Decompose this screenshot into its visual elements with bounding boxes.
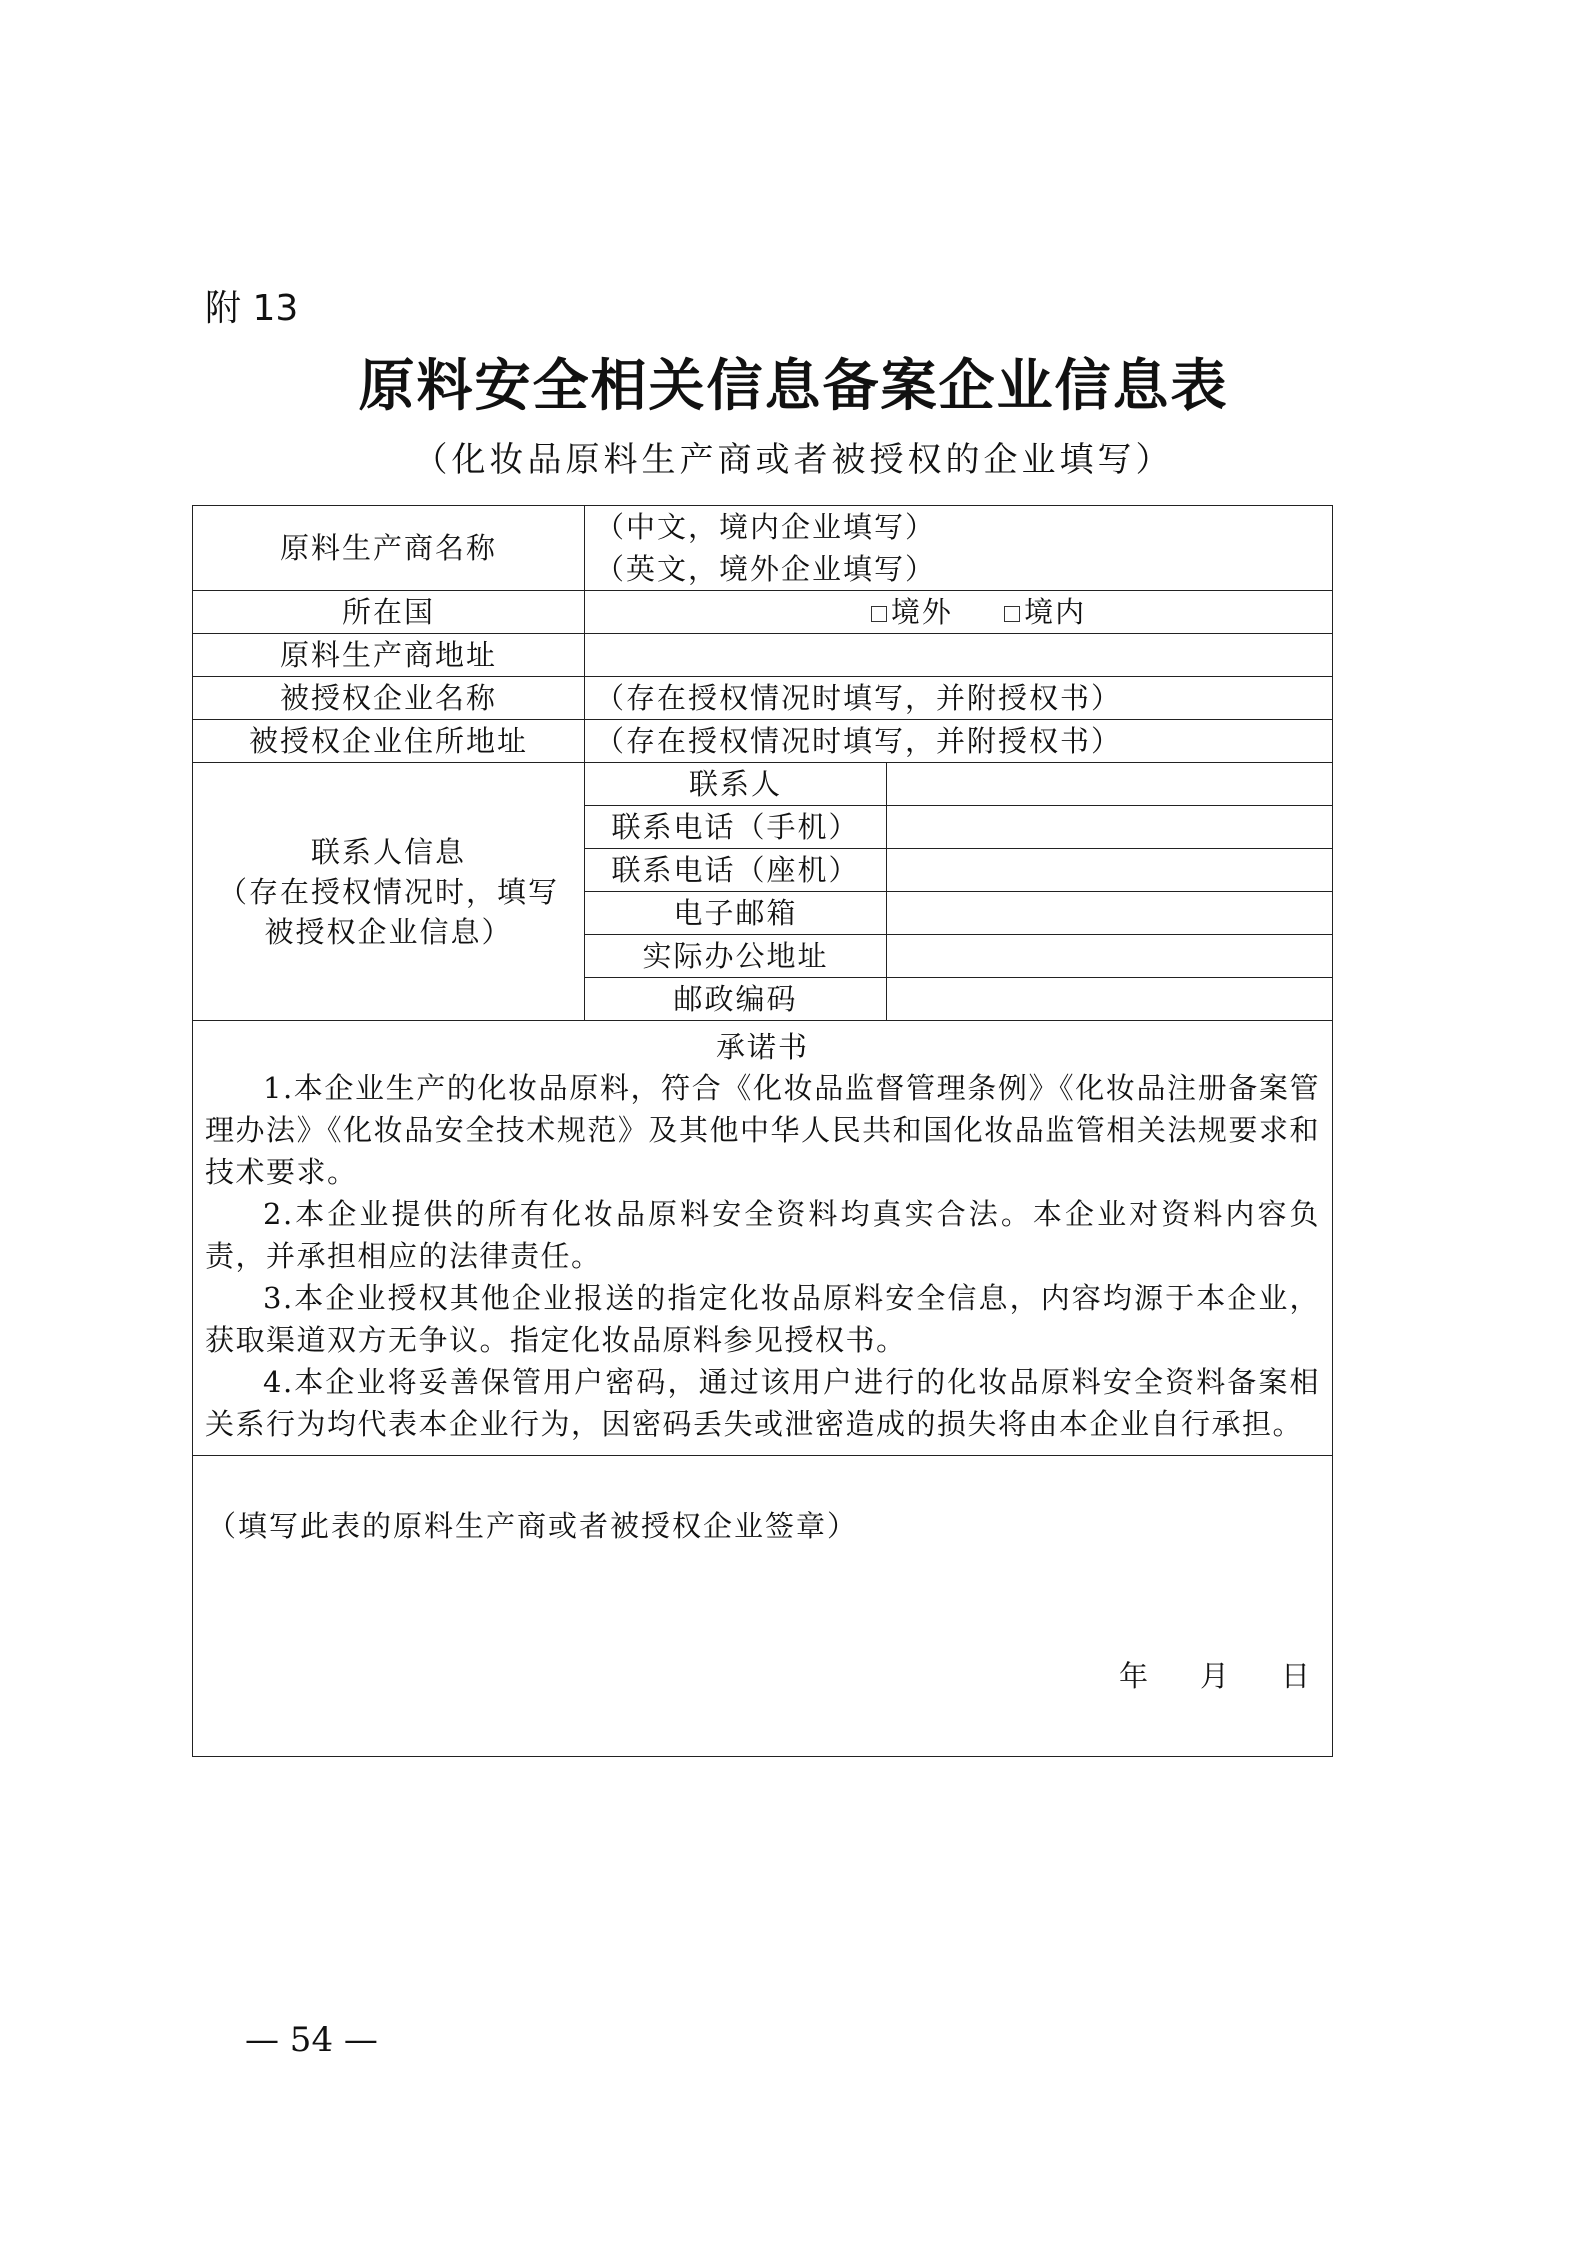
landline-field[interactable]: [887, 849, 1333, 892]
day-label: 日: [1281, 1659, 1313, 1693]
authorized-address-field[interactable]: （存在授权情况时填写，并附授权书）: [585, 720, 1333, 763]
promise-title: 承诺书: [716, 1030, 810, 1064]
postal-code-field[interactable]: [887, 978, 1333, 1021]
landline-label: 联系电话（座机）: [585, 849, 887, 892]
manufacturer-name-row: [193, 506, 1333, 591]
contact-label-line1: 联系人信息: [310, 834, 466, 869]
contact-label-line2: （存在授权情况时，填写: [217, 874, 559, 909]
promise-item-4: 4.本企业将妥善保管用户密码，通过该用户进行的化妆品原料安全资料备案相关系行为均代表本企业行为，因密码丢失或泄密造成的损失将由本企业自行承担。: [205, 1365, 1321, 1441]
manufacturer-name-cn-hint: （中文，境内企业填写）: [595, 510, 937, 544]
email-field[interactable]: [887, 892, 1333, 935]
address-row: [193, 634, 1333, 677]
authorized-name-field[interactable]: （存在授权情况时填写，并附授权书）: [585, 677, 1333, 720]
postal-code-label: 邮政编码: [585, 978, 887, 1021]
country-label: 所在国: [193, 591, 585, 634]
manufacturer-name-en-hint: （英文，境外企业填写）: [595, 552, 937, 586]
overseas-option-label: 境外: [890, 595, 953, 629]
domestic-option-label: 境内: [1024, 595, 1087, 629]
signature-area[interactable]: [193, 1456, 1333, 1757]
page-number: — 54 —: [245, 2020, 378, 2060]
mobile-field[interactable]: [887, 806, 1333, 849]
page-title: 原料安全相关信息备案企业信息表: [358, 354, 1229, 419]
contact-label-line3: 被授权企业信息）: [264, 914, 513, 949]
address-label: 原料生产商地址: [193, 634, 585, 677]
office-address-field[interactable]: [887, 935, 1333, 978]
country-options: [585, 591, 1333, 634]
signature-note: （填写此表的原料生产商或者被授权企业签章）: [207, 1509, 859, 1543]
manufacturer-name-field[interactable]: [585, 506, 1333, 591]
promise-item-3: 3.本企业授权其他企业报送的指定化妆品原料安全信息，内容均源于本企业，获取渠道双方无争议。指定化妆品原料参见授权书。: [205, 1281, 1321, 1357]
overseas-checkbox[interactable]: [871, 606, 887, 622]
promise-item-1: 1.本企业生产的化妆品原料，符合《化妆品监督管理条例》《化妆品注册备案管理办法》《化妆品安全技术规范》及其他中华人民共和国化妆品监管相关法规要求和技术要求。: [205, 1071, 1321, 1189]
contact-person-label: 联系人: [585, 763, 887, 806]
attachment-label: 附 13: [205, 288, 299, 329]
email-label: 电子邮箱: [585, 892, 887, 935]
authorized-address-label: 被授权企业住所地址: [193, 720, 585, 763]
authorized-address-row: [193, 720, 1333, 763]
country-row: [193, 591, 1333, 634]
authorized-name-row: [193, 677, 1333, 720]
page-subtitle: （化妆品原料生产商或者被授权的企业填写）: [413, 440, 1174, 480]
contact-info-label: [193, 763, 585, 1021]
year-label: 年: [1118, 1659, 1150, 1693]
promise-row: [193, 1021, 1333, 1456]
promise-item-2: 2.本企业提供的所有化妆品原料安全资料均真实合法。本企业对资料内容负责，并承担相应的法律责任。: [205, 1197, 1321, 1273]
info-form-table: [192, 505, 1333, 1757]
promise-section: [193, 1021, 1333, 1456]
mobile-label: 联系电话（手机）: [585, 806, 887, 849]
address-field[interactable]: [585, 634, 1333, 677]
month-label: 月: [1199, 1659, 1231, 1693]
signature-row: [193, 1456, 1333, 1757]
domestic-checkbox[interactable]: [1004, 606, 1020, 622]
office-address-label: 实际办公地址: [585, 935, 887, 978]
contact-row: [193, 763, 1333, 806]
manufacturer-name-label: 原料生产商名称: [193, 506, 585, 591]
contact-person-field[interactable]: [887, 763, 1333, 806]
signature-date: [1069, 1656, 1312, 1696]
authorized-name-label: 被授权企业名称: [193, 677, 585, 720]
